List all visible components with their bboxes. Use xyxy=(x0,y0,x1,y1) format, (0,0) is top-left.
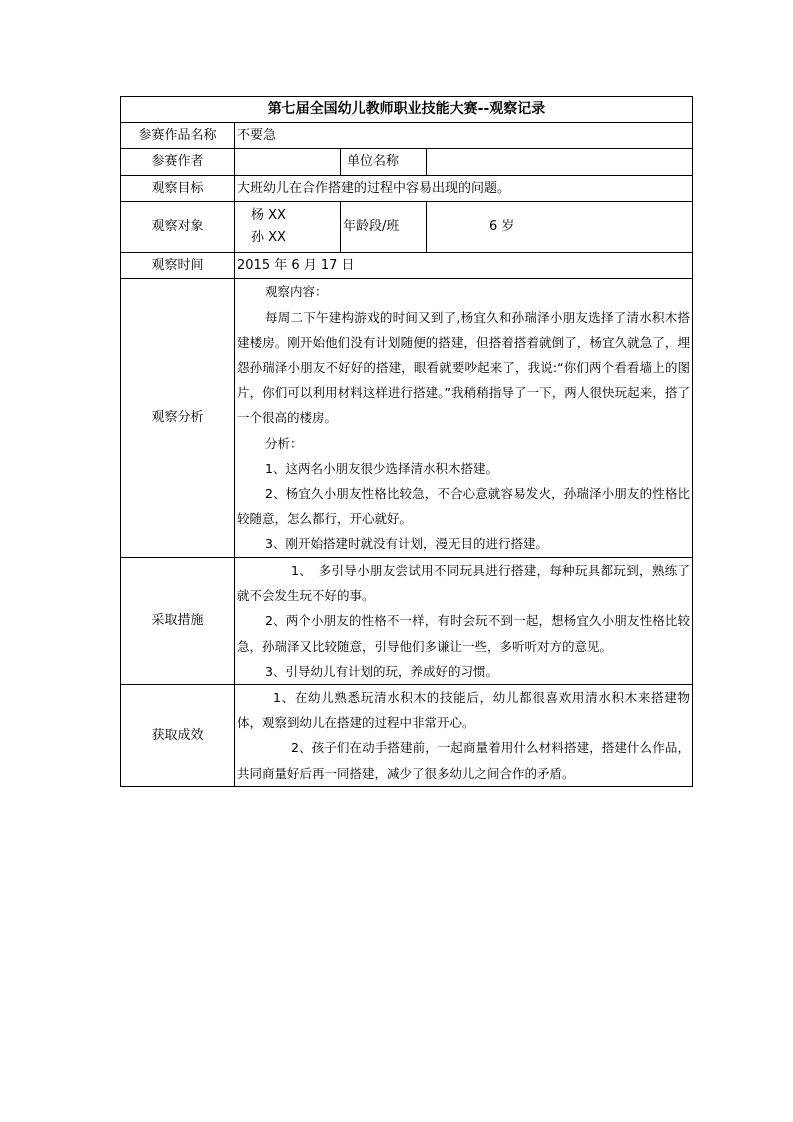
analysis-paragraph: 3、刚开始搭建时就没有计划，漫无目的进行搭建。 xyxy=(265,536,548,552)
age-value: 6 岁 xyxy=(427,202,693,253)
subject-names xyxy=(235,202,341,253)
unit-label: 单位名称 xyxy=(341,149,427,176)
results-paragraph: 2、孩子们在动手搭建前，一起商量着用什么材料搭建，搭建什么作品，共同商量好后再一同搭建，减少了很多幼儿之间合作的矛盾。 xyxy=(237,740,690,781)
author-value xyxy=(235,149,341,176)
unit-value xyxy=(427,149,693,176)
record-title: 第七届全国幼儿教师职业技能大赛--观察记录 xyxy=(121,97,693,123)
age-label: 年龄段/班 xyxy=(341,202,427,253)
observation-record-table xyxy=(120,96,693,787)
results-paragraph: 1、在幼儿熟悉玩清水积木的技能后，幼儿都很喜欢用清水积木来搭建物体，观察到幼儿在搭建的过程中非常开心。 xyxy=(237,690,690,731)
time-label: 观察时间 xyxy=(121,253,235,279)
measures-paragraph: 3、引导幼儿有计划的玩，养成好的习惯。 xyxy=(265,663,498,679)
measures-paragraph: 1、 多引导小朋友尝试用不同玩具进行搭建，每种玩具都玩到，熟练了就不会发生玩不好的事。 xyxy=(237,563,690,604)
measures-paragraph: 2、两个小朋友的性格不一样，有时会玩不到一起，想杨宜久小朋友性格比较急，孙瑞泽又比较随意，引导他们多谦让一些，多听听对方的意见。 xyxy=(237,613,690,654)
results-label: 获取成效 xyxy=(121,685,235,787)
analysis-label: 观察分析 xyxy=(121,279,235,558)
results-content xyxy=(235,685,693,787)
work-name-label: 参赛作品名称 xyxy=(121,123,235,149)
goal-label: 观察目标 xyxy=(121,176,235,202)
analysis-paragraph: 观察内容： xyxy=(265,284,328,300)
measures-label: 采取措施 xyxy=(121,558,235,685)
analysis-paragraph: 每周二下午建构游戏的时间又到了,杨宜久和孙瑞泽小朋友选择了清水积木搭建楼房。刚开始他们没有计划随便的搭建，但搭着搭着就倒了，杨宜久就急了，埋怨孙瑞泽小朋友不好好的搭建，眼看就要吵起来了，我说:“你们两个看看墙上的图片，你们可以利用材料这样进行搭建。”我稍稍指导了一下，两人很快玩起来，搭了一个很高的楼房。 xyxy=(237,309,690,426)
analysis-paragraph: 2、杨宜久小朋友性格比较急，不合心意就容易发火，孙瑞泽小朋友的性格比较随意，怎么都行，开心就好。 xyxy=(237,486,690,527)
time-value: 2015 年 6 月 17 日 xyxy=(235,253,693,279)
analysis-paragraph: 1、这两名小朋友很少选择清水积木搭建。 xyxy=(265,460,498,476)
subject-name: 杨 XX xyxy=(251,208,286,223)
goal-value: 大班幼儿在合作搭建的过程中容易出现的问题。 xyxy=(235,176,693,202)
analysis-content xyxy=(235,279,693,558)
subject-name: 孙 XX xyxy=(251,230,286,245)
subject-label: 观察对象 xyxy=(121,202,235,253)
measures-content xyxy=(235,558,693,685)
work-name-value: 不要急 xyxy=(235,123,693,149)
author-label: 参赛作者 xyxy=(121,149,235,176)
analysis-paragraph: 分析： xyxy=(265,435,303,451)
